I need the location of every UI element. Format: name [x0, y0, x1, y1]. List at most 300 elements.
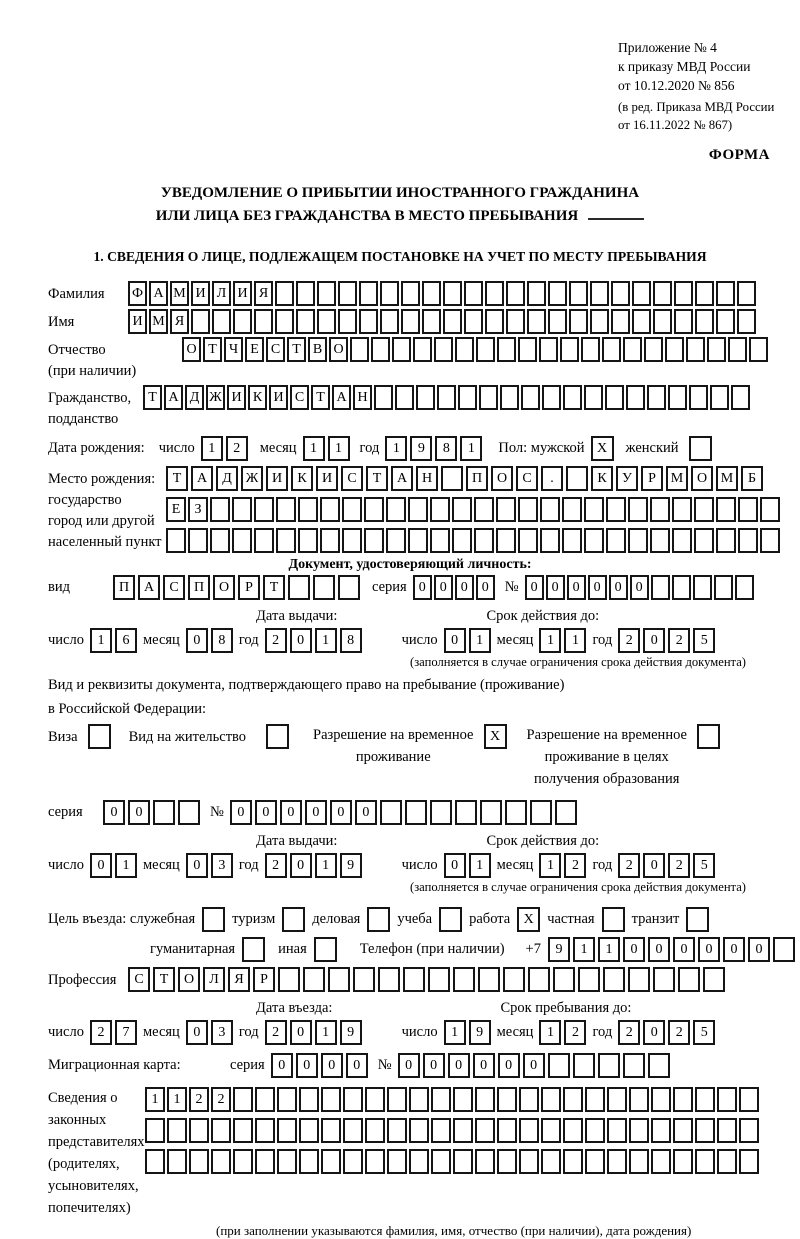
form-cell[interactable]: 0 [444, 853, 466, 878]
form-cell[interactable] [276, 497, 296, 522]
form-cell[interactable]: 1 [315, 1020, 337, 1045]
form-cell[interactable]: 1 [469, 628, 491, 653]
form-cell[interactable] [581, 337, 600, 362]
form-cell[interactable] [611, 309, 630, 334]
form-cell[interactable] [299, 1087, 319, 1112]
form-cell[interactable] [338, 575, 360, 600]
form-cell[interactable]: Л [203, 967, 225, 992]
form-cell[interactable] [728, 337, 747, 362]
form-cell[interactable] [409, 1118, 429, 1143]
form-cell[interactable] [519, 1118, 539, 1143]
form-cell[interactable]: 0 [346, 1053, 368, 1078]
form-cell[interactable] [566, 466, 588, 491]
form-cell[interactable] [443, 309, 462, 334]
form-cell[interactable]: К [591, 466, 613, 491]
form-cell[interactable]: 0 [525, 575, 544, 600]
form-cell[interactable] [623, 1053, 645, 1078]
form-cell[interactable] [321, 1118, 341, 1143]
form-cell[interactable]: 0 [290, 628, 312, 653]
form-cell[interactable]: С [266, 337, 285, 362]
form-cell[interactable] [453, 1118, 473, 1143]
form-cell[interactable]: 0 [588, 575, 607, 600]
form-cell[interactable]: Т [203, 337, 222, 362]
form-cell[interactable]: Т [311, 385, 330, 410]
form-cell[interactable]: 2 [668, 1020, 690, 1045]
form-cell[interactable]: 0 [623, 937, 645, 962]
form-cell[interactable] [413, 337, 432, 362]
form-cell[interactable]: 0 [290, 853, 312, 878]
form-cell[interactable] [298, 497, 318, 522]
form-cell[interactable] [242, 937, 265, 962]
form-cell[interactable] [527, 309, 546, 334]
form-cell[interactable] [167, 1149, 187, 1174]
form-cell[interactable] [651, 1149, 671, 1174]
form-cell[interactable] [716, 281, 735, 306]
form-cell[interactable]: Т [143, 385, 162, 410]
form-cell[interactable] [299, 1149, 319, 1174]
form-cell[interactable] [694, 528, 714, 553]
form-cell[interactable] [474, 528, 494, 553]
form-cell[interactable]: 6 [115, 628, 137, 653]
form-cell[interactable] [628, 967, 650, 992]
form-cell[interactable] [189, 1149, 209, 1174]
form-cell[interactable]: Т [366, 466, 388, 491]
form-cell[interactable]: Ж [241, 466, 263, 491]
form-cell[interactable] [430, 800, 452, 825]
form-cell[interactable]: 0 [290, 1020, 312, 1045]
form-cell[interactable]: П [466, 466, 488, 491]
form-cell[interactable]: 8 [211, 628, 233, 653]
form-cell[interactable]: 0 [455, 575, 474, 600]
form-cell[interactable] [673, 1149, 693, 1174]
form-cell[interactable] [401, 309, 420, 334]
form-cell[interactable] [497, 1149, 517, 1174]
form-cell[interactable]: О [491, 466, 513, 491]
form-cell[interactable] [602, 337, 621, 362]
form-cell[interactable]: Е [245, 337, 264, 362]
form-cell[interactable]: О [213, 575, 235, 600]
form-cell[interactable]: 2 [618, 1020, 640, 1045]
form-cell[interactable] [485, 309, 504, 334]
form-cell[interactable] [479, 385, 498, 410]
form-cell[interactable] [255, 1118, 275, 1143]
form-cell[interactable] [288, 575, 310, 600]
form-cell[interactable]: 2 [265, 853, 287, 878]
form-cell[interactable] [697, 724, 720, 749]
form-cell[interactable]: К [291, 466, 313, 491]
form-cell[interactable] [255, 1087, 275, 1112]
form-cell[interactable] [653, 309, 672, 334]
form-cell[interactable]: 0 [230, 800, 252, 825]
form-cell[interactable]: 0 [398, 1053, 420, 1078]
form-cell[interactable] [441, 466, 463, 491]
form-cell[interactable] [518, 528, 538, 553]
form-cell[interactable]: Т [287, 337, 306, 362]
form-cell[interactable] [408, 497, 428, 522]
form-cell[interactable] [530, 800, 552, 825]
form-cell[interactable] [518, 337, 537, 362]
form-cell[interactable] [611, 281, 630, 306]
form-cell[interactable]: Е [166, 497, 186, 522]
form-cell[interactable]: 0 [523, 1053, 545, 1078]
form-cell[interactable]: 1 [385, 436, 407, 461]
form-cell[interactable]: 0 [673, 937, 695, 962]
form-cell[interactable] [233, 309, 252, 334]
form-cell[interactable] [380, 281, 399, 306]
form-cell[interactable]: А [164, 385, 183, 410]
form-cell[interactable]: 0 [103, 800, 125, 825]
form-cell[interactable]: 0 [473, 1053, 495, 1078]
form-cell[interactable] [569, 309, 588, 334]
form-cell[interactable] [386, 497, 406, 522]
form-cell[interactable] [254, 309, 273, 334]
form-cell[interactable]: С [290, 385, 309, 410]
form-cell[interactable] [378, 967, 400, 992]
form-cell[interactable] [584, 497, 604, 522]
form-cell[interactable] [211, 1118, 231, 1143]
form-cell[interactable]: 2 [265, 1020, 287, 1045]
form-cell[interactable] [178, 800, 200, 825]
form-cell[interactable] [392, 337, 411, 362]
form-cell[interactable]: Т [166, 466, 188, 491]
form-cell[interactable]: 9 [340, 1020, 362, 1045]
form-cell[interactable] [548, 281, 567, 306]
form-cell[interactable] [653, 967, 675, 992]
form-cell[interactable] [628, 497, 648, 522]
form-cell[interactable] [464, 309, 483, 334]
form-cell[interactable] [678, 967, 700, 992]
form-cell[interactable] [739, 1149, 759, 1174]
form-cell[interactable] [573, 1053, 595, 1078]
form-cell[interactable] [506, 281, 525, 306]
form-cell[interactable] [475, 1149, 495, 1174]
form-cell[interactable] [707, 337, 726, 362]
form-cell[interactable] [296, 281, 315, 306]
form-cell[interactable]: 0 [305, 800, 327, 825]
form-cell[interactable]: 1 [303, 436, 325, 461]
form-cell[interactable]: В [308, 337, 327, 362]
form-cell[interactable]: 1 [598, 937, 620, 962]
form-cell[interactable] [672, 575, 691, 600]
form-cell[interactable]: Б [741, 466, 763, 491]
form-cell[interactable] [628, 528, 648, 553]
form-cell[interactable] [282, 907, 305, 932]
form-cell[interactable]: 8 [435, 436, 457, 461]
form-cell[interactable] [585, 1118, 605, 1143]
form-cell[interactable] [714, 575, 733, 600]
form-cell[interactable] [760, 528, 780, 553]
form-cell[interactable] [430, 528, 450, 553]
form-cell[interactable]: 0 [723, 937, 745, 962]
form-cell[interactable]: 1 [145, 1087, 165, 1112]
form-cell[interactable] [428, 967, 450, 992]
form-cell[interactable] [145, 1118, 165, 1143]
form-cell[interactable] [569, 281, 588, 306]
form-cell[interactable] [233, 1149, 253, 1174]
form-cell[interactable]: 0 [186, 1020, 208, 1045]
form-cell[interactable] [686, 337, 705, 362]
form-cell[interactable]: X [591, 436, 614, 461]
form-cell[interactable] [380, 309, 399, 334]
form-cell[interactable] [632, 309, 651, 334]
form-cell[interactable] [606, 497, 626, 522]
form-cell[interactable]: 0 [643, 853, 665, 878]
form-cell[interactable] [605, 385, 624, 410]
form-cell[interactable] [299, 1118, 319, 1143]
form-cell[interactable] [455, 800, 477, 825]
form-cell[interactable] [431, 1118, 451, 1143]
form-cell[interactable]: 8 [340, 628, 362, 653]
form-cell[interactable] [519, 1087, 539, 1112]
form-cell[interactable] [689, 385, 708, 410]
form-cell[interactable]: О [178, 967, 200, 992]
form-cell[interactable] [760, 497, 780, 522]
form-cell[interactable] [739, 1118, 759, 1143]
form-cell[interactable]: Н [353, 385, 372, 410]
form-cell[interactable] [686, 907, 709, 932]
form-cell[interactable] [233, 1118, 253, 1143]
form-cell[interactable] [422, 281, 441, 306]
form-cell[interactable]: И [227, 385, 246, 410]
form-cell[interactable]: К [248, 385, 267, 410]
form-cell[interactable]: А [191, 466, 213, 491]
form-cell[interactable] [233, 1087, 253, 1112]
form-cell[interactable] [422, 309, 441, 334]
form-cell[interactable]: 2 [564, 853, 586, 878]
form-cell[interactable]: 0 [271, 1053, 293, 1078]
form-cell[interactable] [673, 1087, 693, 1112]
form-cell[interactable] [317, 309, 336, 334]
form-cell[interactable] [563, 1149, 583, 1174]
form-cell[interactable] [478, 967, 500, 992]
form-cell[interactable] [665, 337, 684, 362]
form-cell[interactable] [717, 1149, 737, 1174]
form-cell[interactable]: 1 [539, 1020, 561, 1045]
form-cell[interactable] [773, 937, 795, 962]
form-cell[interactable]: 1 [573, 937, 595, 962]
form-cell[interactable]: И [266, 466, 288, 491]
form-cell[interactable]: 2 [90, 1020, 112, 1045]
form-cell[interactable]: 1 [167, 1087, 187, 1112]
form-cell[interactable]: 1 [201, 436, 223, 461]
form-cell[interactable]: 1 [469, 853, 491, 878]
form-cell[interactable]: 0 [546, 575, 565, 600]
form-cell[interactable] [452, 497, 472, 522]
form-cell[interactable] [694, 497, 714, 522]
form-cell[interactable]: 0 [186, 853, 208, 878]
form-cell[interactable]: М [149, 309, 168, 334]
form-cell[interactable] [717, 1087, 737, 1112]
form-cell[interactable]: О [182, 337, 201, 362]
form-cell[interactable] [497, 1118, 517, 1143]
form-cell[interactable] [703, 967, 725, 992]
form-cell[interactable] [598, 1053, 620, 1078]
form-cell[interactable] [365, 1118, 385, 1143]
form-cell[interactable]: 9 [548, 937, 570, 962]
form-cell[interactable] [443, 281, 462, 306]
form-cell[interactable] [607, 1149, 627, 1174]
form-cell[interactable]: 0 [90, 853, 112, 878]
form-cell[interactable] [632, 281, 651, 306]
form-cell[interactable] [585, 1149, 605, 1174]
form-cell[interactable]: 5 [693, 1020, 715, 1045]
form-cell[interactable] [359, 281, 378, 306]
form-cell[interactable] [434, 337, 453, 362]
form-cell[interactable]: 1 [539, 628, 561, 653]
form-cell[interactable]: 0 [280, 800, 302, 825]
form-cell[interactable]: Р [641, 466, 663, 491]
form-cell[interactable] [328, 967, 350, 992]
form-cell[interactable] [437, 385, 456, 410]
form-cell[interactable] [476, 337, 495, 362]
form-cell[interactable]: У [616, 466, 638, 491]
form-cell[interactable]: 9 [469, 1020, 491, 1045]
form-cell[interactable]: 2 [226, 436, 248, 461]
form-cell[interactable] [695, 1118, 715, 1143]
form-cell[interactable]: Д [216, 466, 238, 491]
form-cell[interactable] [367, 907, 390, 932]
form-cell[interactable]: 1 [328, 436, 350, 461]
form-cell[interactable]: 5 [693, 628, 715, 653]
form-cell[interactable] [409, 1149, 429, 1174]
form-cell[interactable] [313, 575, 335, 600]
form-cell[interactable] [731, 385, 750, 410]
form-cell[interactable] [232, 497, 252, 522]
form-cell[interactable] [629, 1149, 649, 1174]
form-cell[interactable]: Л [212, 281, 231, 306]
form-cell[interactable] [648, 1053, 670, 1078]
form-cell[interactable] [585, 1087, 605, 1112]
form-cell[interactable]: 1 [115, 853, 137, 878]
form-cell[interactable] [475, 1087, 495, 1112]
form-cell[interactable] [403, 967, 425, 992]
form-cell[interactable]: 0 [413, 575, 432, 600]
form-cell[interactable] [166, 528, 186, 553]
form-cell[interactable] [695, 309, 714, 334]
form-cell[interactable] [505, 800, 527, 825]
form-cell[interactable] [497, 337, 516, 362]
form-cell[interactable] [303, 967, 325, 992]
form-cell[interactable] [405, 800, 427, 825]
form-cell[interactable]: Т [263, 575, 285, 600]
form-cell[interactable]: 0 [609, 575, 628, 600]
form-cell[interactable] [651, 1118, 671, 1143]
form-cell[interactable] [202, 907, 225, 932]
form-cell[interactable] [738, 497, 758, 522]
form-cell[interactable]: Я [170, 309, 189, 334]
form-cell[interactable] [626, 385, 645, 410]
form-cell[interactable] [562, 528, 582, 553]
form-cell[interactable] [88, 724, 111, 749]
form-cell[interactable] [672, 528, 692, 553]
form-cell[interactable] [521, 385, 540, 410]
form-cell[interactable] [453, 1149, 473, 1174]
form-cell[interactable]: 2 [265, 628, 287, 653]
form-cell[interactable]: 0 [321, 1053, 343, 1078]
form-cell[interactable]: 2 [618, 628, 640, 653]
form-cell[interactable] [716, 528, 736, 553]
form-cell[interactable] [387, 1118, 407, 1143]
form-cell[interactable] [408, 528, 428, 553]
form-cell[interactable]: 0 [330, 800, 352, 825]
form-cell[interactable] [439, 907, 462, 932]
form-cell[interactable] [386, 528, 406, 553]
form-cell[interactable]: 2 [189, 1087, 209, 1112]
form-cell[interactable] [212, 309, 231, 334]
form-cell[interactable] [296, 309, 315, 334]
form-cell[interactable] [672, 497, 692, 522]
form-cell[interactable]: С [516, 466, 538, 491]
form-cell[interactable]: И [316, 466, 338, 491]
form-cell[interactable] [527, 281, 546, 306]
form-cell[interactable]: С [128, 967, 150, 992]
form-cell[interactable] [650, 497, 670, 522]
form-cell[interactable] [145, 1149, 165, 1174]
form-cell[interactable]: 0 [498, 1053, 520, 1078]
form-cell[interactable] [416, 385, 435, 410]
form-cell[interactable]: 2 [668, 628, 690, 653]
form-cell[interactable] [276, 528, 296, 553]
form-cell[interactable] [540, 497, 560, 522]
form-cell[interactable] [500, 385, 519, 410]
form-cell[interactable]: 1 [315, 628, 337, 653]
form-cell[interactable] [539, 337, 558, 362]
form-cell[interactable] [548, 309, 567, 334]
form-cell[interactable] [431, 1149, 451, 1174]
form-cell[interactable] [153, 800, 175, 825]
form-cell[interactable]: 0 [355, 800, 377, 825]
form-cell[interactable]: 0 [643, 1020, 665, 1045]
form-cell[interactable] [254, 497, 274, 522]
form-cell[interactable] [365, 1087, 385, 1112]
form-cell[interactable]: А [138, 575, 160, 600]
form-cell[interactable] [453, 967, 475, 992]
form-cell[interactable] [503, 967, 525, 992]
form-cell[interactable]: 2 [668, 853, 690, 878]
form-cell[interactable] [210, 528, 230, 553]
form-cell[interactable] [485, 281, 504, 306]
form-cell[interactable] [607, 1118, 627, 1143]
form-cell[interactable] [480, 800, 502, 825]
form-cell[interactable] [364, 528, 384, 553]
form-cell[interactable] [277, 1087, 297, 1112]
form-cell[interactable]: Ч [224, 337, 243, 362]
form-cell[interactable] [519, 1149, 539, 1174]
form-cell[interactable] [653, 281, 672, 306]
form-cell[interactable]: 1 [315, 853, 337, 878]
form-cell[interactable]: М [666, 466, 688, 491]
form-cell[interactable] [716, 309, 735, 334]
form-cell[interactable] [603, 967, 625, 992]
form-cell[interactable] [518, 497, 538, 522]
form-cell[interactable]: 3 [211, 853, 233, 878]
form-cell[interactable]: Ж [206, 385, 225, 410]
form-cell[interactable] [350, 337, 369, 362]
form-cell[interactable] [232, 528, 252, 553]
form-cell[interactable]: . [541, 466, 563, 491]
form-cell[interactable] [629, 1087, 649, 1112]
form-cell[interactable] [275, 309, 294, 334]
form-cell[interactable]: И [233, 281, 252, 306]
form-cell[interactable] [320, 528, 340, 553]
form-cell[interactable] [343, 1118, 363, 1143]
form-cell[interactable]: Н [416, 466, 438, 491]
form-cell[interactable]: 1 [564, 628, 586, 653]
form-cell[interactable] [211, 1149, 231, 1174]
form-cell[interactable] [590, 281, 609, 306]
form-cell[interactable] [623, 337, 642, 362]
form-cell[interactable] [717, 1118, 737, 1143]
